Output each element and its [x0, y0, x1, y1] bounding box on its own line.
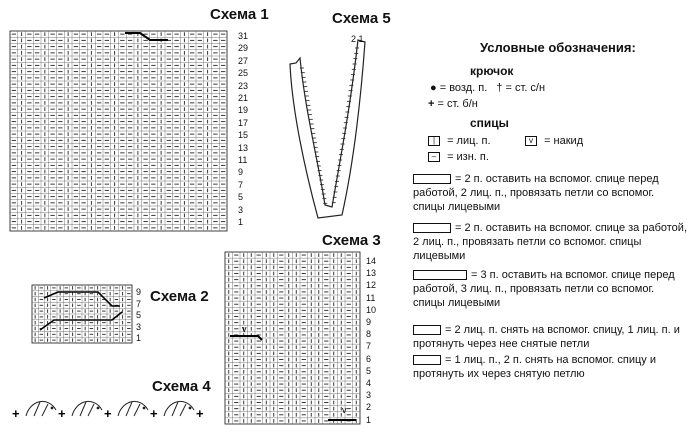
row-number: 25 — [238, 68, 249, 79]
row-number: 4 — [366, 378, 372, 389]
row-number: 11 — [366, 292, 376, 303]
scheme2-row-numbers — [136, 287, 141, 345]
cable-front-3x3-icon — [413, 270, 467, 280]
row-number: 21 — [238, 93, 249, 104]
purl-icon: – — [428, 152, 440, 162]
legend-dec1-text: = 2 лиц. п. снять на вспомог. спицу, 1 лиц. п. и протянуть через нее снятые петли — [413, 324, 680, 350]
row-number: 31 — [238, 31, 249, 41]
chain-dot — [189, 407, 192, 410]
row-number: 7 — [238, 179, 244, 190]
row-number: 2 — [366, 402, 372, 413]
yarn-over-mark: v — [242, 324, 247, 334]
legend-cable2 — [413, 221, 688, 263]
legend-purl-text: = изн. п. — [447, 151, 489, 163]
dc-stitch — [126, 402, 132, 416]
row-number: 1 — [366, 414, 372, 425]
scheme1-title: Схема 1 — [210, 6, 269, 23]
dc-stitch — [42, 404, 48, 416]
dc-stitch — [80, 402, 86, 416]
scheme5-title: Схема 5 — [332, 10, 391, 27]
row-number: 19 — [238, 105, 249, 116]
row-number: 14 — [366, 256, 377, 266]
scheme3-grid — [225, 252, 360, 424]
legend-cable1 — [413, 172, 688, 214]
legend-dc-text: = ст. с/н — [505, 82, 546, 94]
legend-cable3-text: = 3 п. оставить на вспомог. спице перед работой, 3 лиц. п., провязать петли со вспомог. спицы лицевыми — [413, 269, 675, 309]
row-number: 15 — [238, 130, 249, 141]
legend-yo-text: = накид — [544, 135, 584, 147]
row-number: 9 — [238, 167, 244, 178]
row-number: 7 — [136, 298, 142, 309]
row-number: 3 — [238, 204, 244, 215]
legend-needles-header: спицы — [470, 116, 509, 130]
yarn-over-icon: v — [525, 136, 537, 146]
legend-cable3 — [413, 268, 688, 310]
sc-symbol: + — [104, 406, 112, 421]
cable-back-2x2-icon — [413, 223, 451, 233]
row-number: 9 — [136, 287, 142, 297]
row-number: 10 — [366, 304, 377, 315]
dc-stitch — [88, 404, 94, 416]
row-number: 1 — [238, 217, 244, 228]
sc-icon: + — [428, 98, 435, 110]
decrease-pass-over-icon — [413, 325, 441, 335]
row-number: 12 — [366, 280, 377, 291]
row-number: 7 — [366, 341, 372, 352]
dc-stitch — [180, 404, 186, 416]
row-number: 3 — [136, 321, 142, 332]
chain-icon: ● — [430, 82, 437, 94]
sc-symbol: + — [12, 406, 20, 421]
legend-dec2 — [413, 353, 688, 381]
row-number: 23 — [238, 80, 249, 91]
legend-cable1-text: = 2 п. оставить на вспомог. спице перед работой, 2 лиц. п., провязать петли со вспомог. спицы лицевыми — [413, 173, 659, 213]
row-number: 6 — [366, 353, 372, 364]
scheme1-row-numbers — [238, 30, 248, 229]
dc-stitch — [172, 402, 178, 416]
legend-dec2-text: = 1 лиц. п., 2 п. снять на вспомог. спицу и протянуть их через снятую петлю — [413, 354, 656, 380]
row-number: 8 — [366, 329, 372, 340]
legend-cable2-text: = 2 п. оставить на вспомог. спице за работой, 2 лиц. п., провязать петли со вспомог. спицы лицевыми — [413, 222, 688, 262]
scheme5-v-outline — [290, 40, 365, 218]
legend-sc — [428, 98, 478, 111]
scheme2-title: Схема 2 — [150, 288, 209, 305]
legend-knit — [428, 135, 491, 148]
legend-sc-text: = ст. б/н — [437, 98, 478, 110]
row-number: 5 — [136, 310, 142, 321]
row-number: 13 — [366, 268, 377, 279]
decrease-pull-through-icon — [413, 355, 441, 365]
dc-stitch — [134, 404, 140, 416]
scheme3-title: Схема 3 — [322, 232, 381, 249]
sc-symbol: + — [196, 406, 204, 421]
scheme1-grid — [10, 31, 227, 231]
row-number: 11 — [238, 155, 248, 166]
legend-yo — [525, 135, 583, 148]
legend-chain — [430, 82, 545, 95]
legend-knit-text: = лиц. п. — [447, 135, 491, 147]
row-number: 27 — [238, 55, 249, 66]
knit-icon: | — [428, 136, 440, 146]
legend-chain-text: = возд. п. — [439, 82, 488, 94]
dc-icon: † — [496, 82, 503, 94]
scheme2-grid — [32, 285, 132, 343]
yarn-over-mark: v — [342, 405, 347, 415]
row-number: 1 — [136, 333, 142, 344]
chain-dot — [143, 407, 146, 410]
scheme5-marks: 2 1 — [351, 34, 364, 44]
row-number: 9 — [366, 317, 372, 328]
row-number: 13 — [238, 142, 249, 153]
row-number: 5 — [238, 192, 244, 203]
row-number: 3 — [366, 390, 372, 401]
legend-dec1 — [413, 323, 688, 351]
sc-symbol: + — [58, 406, 66, 421]
row-number: 29 — [238, 43, 249, 54]
row-number: 5 — [366, 365, 372, 376]
row-number: 17 — [238, 117, 249, 128]
sc-symbol: + — [150, 406, 158, 421]
scheme3-row-numbers — [366, 255, 376, 426]
scheme4-title: Схема 4 — [152, 378, 211, 395]
chain-dot — [51, 407, 54, 410]
legend-purl — [428, 151, 489, 164]
chain-dot — [97, 407, 100, 410]
cable-front-2x2-icon — [413, 174, 451, 184]
legend-title: Условные обозначения: — [480, 40, 636, 55]
legend-hook-header: крючок — [470, 64, 514, 78]
dc-stitch — [34, 402, 40, 416]
